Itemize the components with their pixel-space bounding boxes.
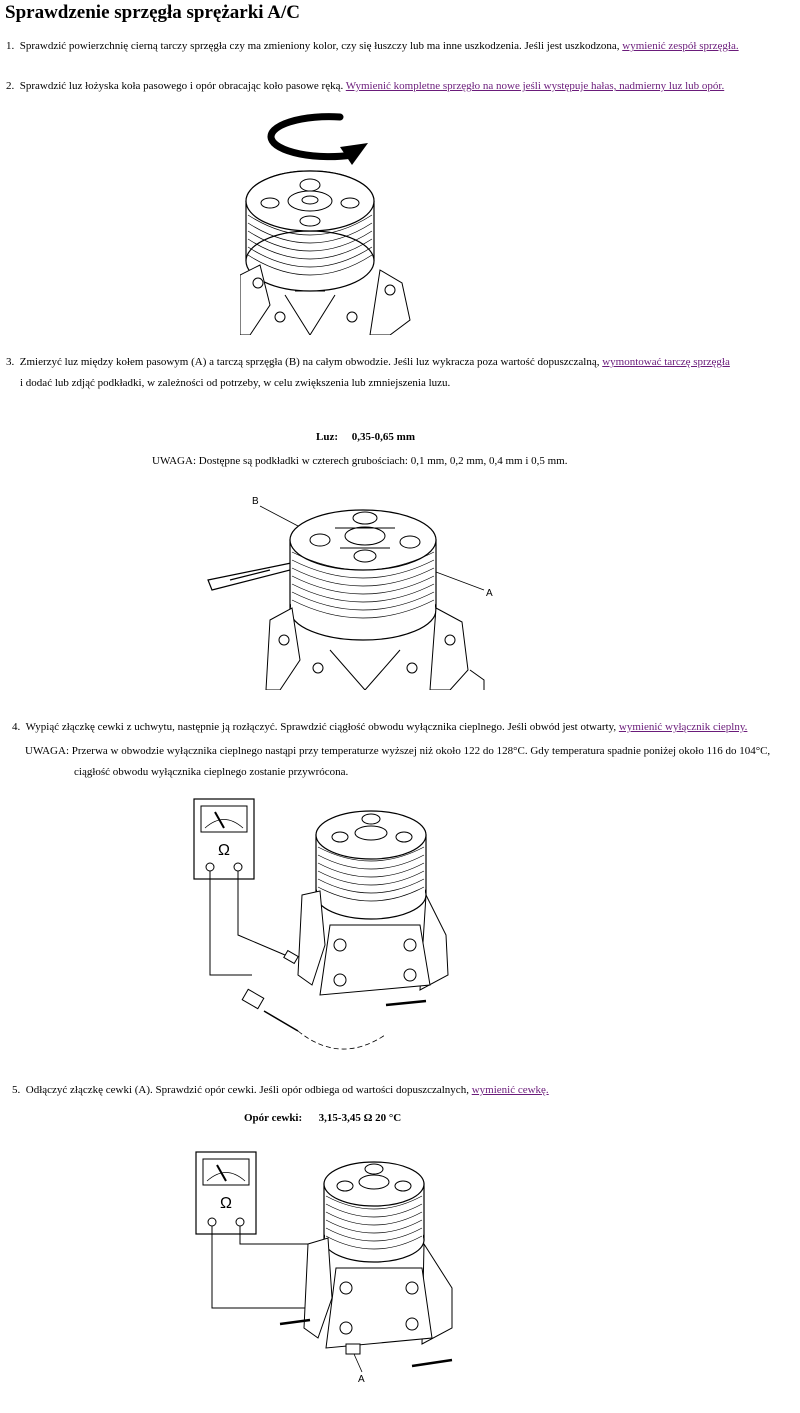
thermal-switch-note: UWAGA: Przerwa w obwodzie wyłącznika cieplnego nastąpi przy temperaturze wyższej niż około 122 do 128°C. Gdy temperatura spadnie poniżej około 116 do 104°C, [25, 745, 771, 757]
replace-complete-clutch-link[interactable]: Wymienić kompletne sprzęgło na nowe jeśli występuje hałas, nadmierny luz lub opór. [345, 80, 725, 92]
step-1-text: Sprawdzić powierzchnię cierną tarczy sprzęgła czy ma zmieniony kolor, czy się łuszczy lub ma inne uszkodzenia. Jeśli jest uszkodzona, [19, 40, 620, 52]
step-4 [12, 720, 747, 734]
continuity-test-figure [190, 795, 460, 1060]
callout-b: B [252, 496, 259, 507]
replace-thermal-switch-link[interactable]: wymienić wyłącznik cieplny. [618, 721, 748, 733]
page-title: Sprawdzenie sprzęgła sprężarki A/C [5, 2, 301, 23]
shim-note: UWAGA: Dostępne są podkładki w czterech grubościach: 0,1 mm, 0,2 mm, 0,4 mm i 0,5 mm. [152, 455, 568, 467]
callout-a: A [358, 1374, 365, 1385]
step-2-text: Sprawdzić luz łożyska koła pasowego i opór obracając koło pasowe ręką. [19, 80, 344, 92]
coil-resistance-spec [244, 1111, 401, 1125]
replace-coil-link[interactable]: wymienić cewkę. [471, 1084, 549, 1096]
clearance-measurement-figure [200, 490, 500, 690]
pulley-rotation-figure [240, 105, 420, 335]
coil-resistance-value: 3,15-3,45 Ω 20 °C [318, 1112, 402, 1124]
ohm-symbol: Ω [220, 1195, 232, 1212]
callout-a: A [486, 588, 493, 599]
step-4-text: Wypiąć złączkę cewki z uchwytu, następnie ją rozłączyć. Sprawdzić ciągłość obwodu wyłącznika cieplnego. Jeśli obwód jest otwarty, [25, 721, 617, 733]
thermal-switch-note-continued: ciągłość obwodu wyłącznika cieplnego zostanie przywrócona. [74, 766, 349, 778]
step-5-text: Odłączyć złączkę cewki (A). Sprawdzić opór cewki. Jeśli opór odbiega od wartości dopuszczalnych, [25, 1084, 469, 1096]
step-2 [6, 79, 724, 93]
step-2-number: 2. [6, 80, 15, 92]
ohmmeter-icon [194, 799, 254, 879]
step-3-text: Zmierzyć luz między kołem pasowym (A) a tarczą sprzęgła (B) na całym obwodzie. Jeśli luz wykracza poza wartość dopuszczalną, [19, 356, 600, 368]
ohmmeter-icon [196, 1152, 256, 1234]
coil-resistance-figure [190, 1148, 470, 1388]
step-3 [6, 355, 730, 369]
ohm-symbol: Ω [218, 842, 230, 859]
clearance-spec-value: 0,35-0,65 mm [351, 431, 415, 443]
replace-clutch-assembly-link[interactable]: wymienić zespół sprzęgła. [622, 40, 739, 52]
step-5-number: 5. [12, 1084, 21, 1096]
clearance-spec-label: Luz: [316, 431, 338, 443]
coil-resistance-label: Opór cewki: [244, 1112, 303, 1124]
step-1 [6, 39, 739, 53]
step-3-text-continued: i dodać lub zdjąć podkładki, w zależności od potrzeby, w celu zwiększenia lub zmniejszenia luzu. [20, 377, 451, 389]
remove-clutch-plate-link[interactable]: wymontować tarczę sprzęgła [602, 356, 730, 368]
clearance-spec [316, 430, 415, 444]
step-4-number: 4. [12, 721, 21, 733]
step-3-number: 3. [6, 356, 15, 368]
step-5 [12, 1083, 549, 1097]
step-1-number: 1. [6, 40, 15, 52]
